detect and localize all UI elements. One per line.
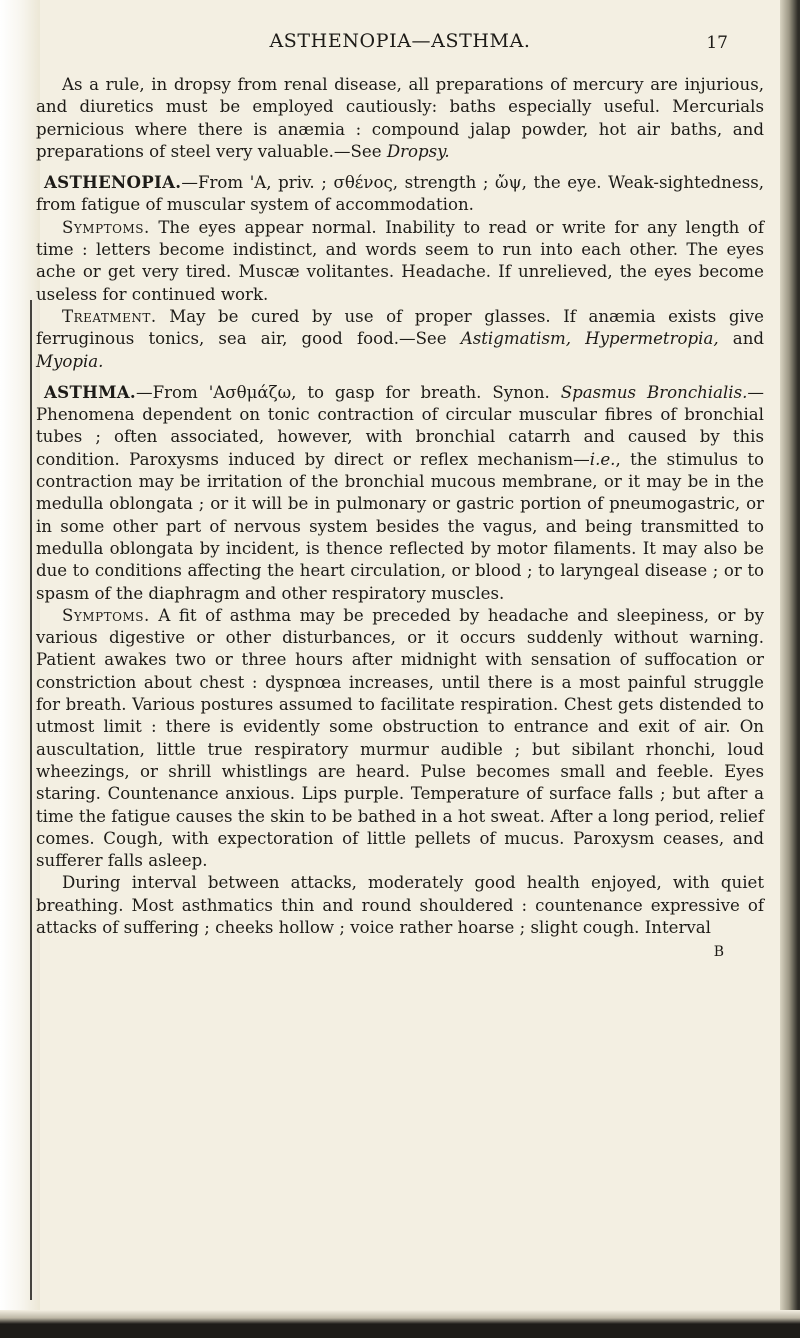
asthenopia-treatment-label: Treatment. (62, 306, 157, 326)
asthenopia-headword: ASTHENOPIA. (44, 172, 182, 193)
dropsy-continuation-paragraph (36, 74, 764, 163)
asthenopia-entry (36, 171, 764, 217)
binding-gutter (0, 0, 40, 1338)
asthma-entry (36, 381, 764, 605)
asthenopia-see-references: Astigmatism, Hypermetropia, (460, 329, 719, 349)
signature-mark: B (713, 944, 724, 961)
running-head-title: ASTHENOPIA—ASTHMA. (269, 30, 531, 52)
dropsy-text: As a rule, in dropsy from renal disease, all preparations of mercury are injurious, and diuretics must be employed cautiously: baths especially useful. Mercurials pernicious where there is anæmia : compound jalap powder, hot air baths, and preparations of steel very valuable.—See (36, 75, 764, 161)
running-head (36, 30, 764, 58)
asthma-headword: ASTHMA. (44, 381, 137, 402)
asthenopia-see-last: Myopia. (36, 351, 104, 371)
page-edge-bottom (0, 1310, 800, 1338)
binding-shadow-line (30, 300, 32, 1300)
asthma-synonym: Spasmus Bronchialis. (560, 382, 748, 402)
asthma-interval-text: During interval between attacks, moderately good health enjoyed, with quiet breathing. Most asthmatics thin and round shouldered : countenance expressive of attacks of suffering ; cheeks hollow ; voice rather hoarse ; slight cough. Interval (36, 873, 764, 937)
asthenopia-treatment-text: May be cured by use of proper glasses. If anæmia exists give ferruginous tonics, sea air, good food.—See (36, 306, 764, 349)
asthenopia-symptoms-label: Symptoms. (62, 217, 150, 237)
signature-mark-row (36, 941, 764, 965)
page-number: 17 (706, 33, 728, 53)
asthenopia-etymology: —From 'A, priv. ; σθένος, strength ; ὤψ, the eye. Weak-sightedness, from fatigue of muscular system of accommodation. (36, 173, 764, 215)
book-page (36, 30, 764, 965)
asthenopia-see-and: and (718, 329, 764, 349)
asthenopia-symptoms-paragraph (36, 217, 764, 306)
asthma-etymology: —From 'Ασθμάζω, to gasp for breath. Synon. (136, 382, 561, 402)
asthma-ie: i.e. (589, 449, 616, 469)
dropsy-see-reference: Dropsy. (386, 141, 450, 161)
asthma-symptoms-label: Symptoms. (62, 605, 150, 625)
asthenopia-treatment-paragraph (36, 306, 764, 373)
asthma-symptoms-text: A fit of asthma may be preceded by headache and sleepiness, or by various digestive or other disturbances, or it occurs suddenly without warning. Patient awakes two or three hours after midnight with sensation of suffocation or constriction about chest : dyspnœa increases, until there is a most painful struggle for breath. Various postures assumed to facilitate respiration. Chest gets distended to utmost limit : there is evidently some obstruction to entrance and exit of air. On auscultation, little true respiratory murmur audible ; but sibilant rhonchi, loud wheezings, or shrill whistlings are heard. Pulse becomes small and feeble. Eyes staring. Countenance anxious. Lips purple. Temperature of surface falls ; but after a time the fatigue causes the skin to be bathed in a hot sweat. After a long period, relief comes. Cough, with expectoration of little pellets of mucus. Paroxysm ceases, and sufferer falls asleep. (36, 605, 764, 871)
asthma-definition: —Phenomena dependent on tonic contraction of circular muscular fibres of bronchial tubes ; often associated, however, with bronchial catarrh and caused by this condition. Paroxysms induced by direct or reflex mechanism— (36, 382, 765, 469)
asthenopia-symptoms-text: The eyes appear normal. Inability to read or write for any length of time : letters become indistinct, and words seem to run into each other. The eyes ache or get very tired. Muscæ volitantes. Headache. If unrelieved, the eyes become useless for continued work. (36, 217, 764, 304)
asthma-symptoms-paragraph (36, 605, 764, 873)
asthma-interval-paragraph (36, 872, 764, 939)
asthma-definition-cont: , the stimulus to contraction may be irritation of the bronchial mucous membrane, or it may be in the medulla oblongata ; or it will be in pulmonary or gastric portion of pneumogastric, or in some other part of nervous system besides the vagus, and being transmitted to medulla oblongata by incident, is thence reflected by motor filaments. It may also be due to conditions affecting the heart circulation, or blood ; to laryngeal disease ; or to spasm of the diaphragm and other respiratory muscles. (36, 449, 765, 603)
page-edge-right (780, 0, 800, 1338)
